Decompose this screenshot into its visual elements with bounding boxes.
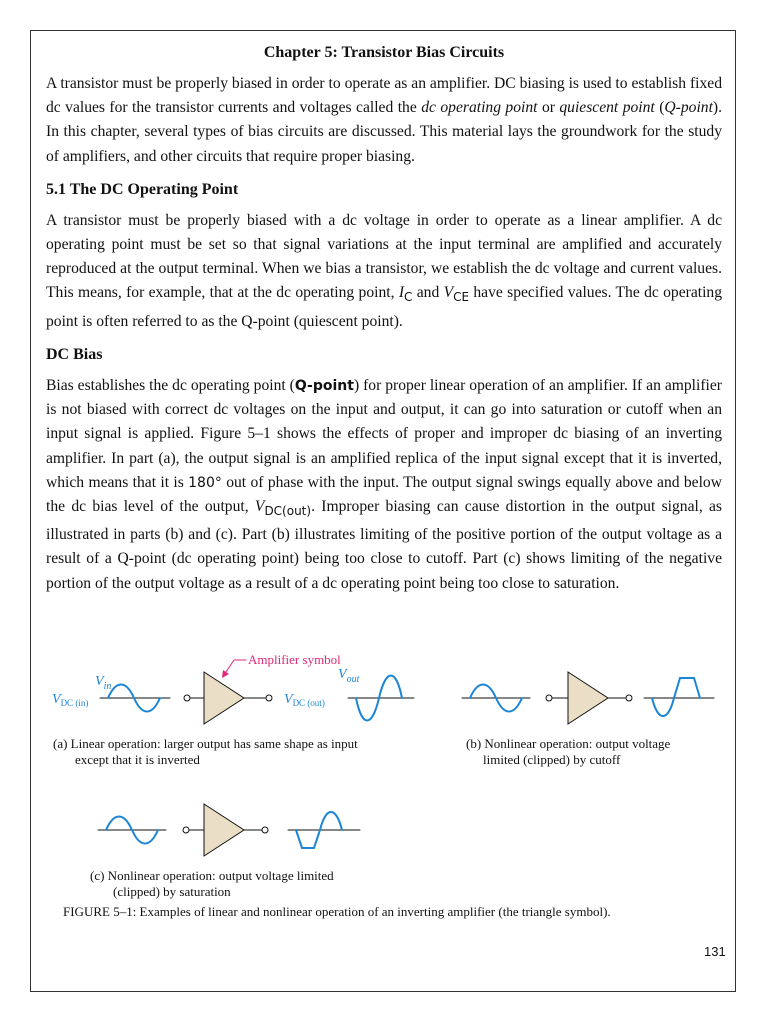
term-quiescent-point: quiescent point <box>559 99 655 117</box>
chapter-title: Chapter 5: Transistor Bias Circuits <box>263 44 505 61</box>
amp-output-terminal-b <box>626 695 632 701</box>
intro-text-4: ). In this chapter, several types of bias circuits are discussed. This material lays the groundwork for the study of amplifiers, and other circuits that require proper biasing. <box>46 99 723 165</box>
caption-c-line-2: (clipped) by saturation <box>113 884 231 899</box>
section-heading-5-1: 5.1 The DC Operating Point <box>46 180 239 198</box>
part-c-diagram <box>98 804 360 856</box>
term-dc-operating-point: dc operating point <box>421 99 538 117</box>
term-q-point: Q-point <box>664 99 713 117</box>
symbol-ic-sub: C <box>404 290 413 305</box>
symbol-ic <box>398 284 413 305</box>
intro-text-2: or <box>537 99 560 117</box>
amplifier-symbol-arrow <box>226 660 246 672</box>
arrowhead <box>222 670 229 678</box>
caption-b-line-1: (b) Nonlinear operation: output voltage <box>466 736 671 751</box>
amp-input-terminal-b <box>546 695 552 701</box>
symbol-vce <box>443 284 470 305</box>
amp-input-terminal-c <box>183 827 189 833</box>
symbol-ic-main: I <box>398 284 405 302</box>
figure-caption: FIGURE 5–1: Examples of linear and nonlinear operation of an inverting amplifier (the triangle symbol). <box>63 904 611 919</box>
dc-bias-paragraph <box>46 374 722 596</box>
amp-input-terminal <box>184 695 190 701</box>
caption-c-line-1: (c) Nonlinear operation: output voltage limited <box>90 868 334 883</box>
vin-label: $V_{in}$ <box>95 674 112 692</box>
amplifier-symbol-label: Amplifier symbol <box>248 652 341 667</box>
amplifier-triangle <box>204 672 244 724</box>
symbol-vdc-out-main: V <box>254 497 265 515</box>
symbol-vce-main: V <box>443 284 454 302</box>
page-content <box>46 44 722 596</box>
dcb-text-1: Bias establishes the dc operating point ( <box>46 376 295 394</box>
page-number: 131 <box>704 944 726 959</box>
vdc-in-label: $V_{DC (in)}$ <box>52 692 89 708</box>
dcb-text-2: ) for proper linear operation of an amplifier. If an amplifier is not biased with correct dc voltages on the input and output, it can go into saturation or cutoff when an input signal is applied. Figure 5–1 shows the effects of proper and improper dc biasing of an inverting amplifier. In part (a), the output signal is an amplified replica of the input signal except that it is inverted, which means that it is <box>46 376 722 491</box>
part-b-diagram <box>462 672 714 724</box>
section-heading-dc-bias: DC Bias <box>46 345 103 363</box>
amplifier-triangle-c <box>204 804 244 856</box>
symbol-vdc-out <box>254 497 312 519</box>
intro-paragraph <box>46 72 722 169</box>
figure-5-1 <box>30 648 736 938</box>
intro-text-3: ( <box>654 99 665 117</box>
part-a-diagram <box>52 652 414 724</box>
term-q-point-bold: Q-point <box>294 377 354 394</box>
value-180-degrees: 180° <box>188 474 222 491</box>
vdc-out-label: $V_{DC (out)}$ <box>284 692 325 708</box>
amp-output-terminal-c <box>262 827 268 833</box>
section-5-1-paragraph <box>46 209 722 334</box>
s51-and: and <box>412 284 444 302</box>
output-waveform-clipped-cutoff <box>652 678 700 716</box>
symbol-vdc-out-sub: DC(out) <box>264 504 312 519</box>
s51-text-2: have specified values. The dc operating point is often referred to as the Q-point (quiescent point). <box>46 284 723 330</box>
caption-a-line-1: (a) Linear operation: larger output has same shape as input <box>53 736 358 751</box>
amp-output-terminal <box>266 695 272 701</box>
caption-a-line-2: except that it is inverted <box>75 752 200 767</box>
vout-label: $V_{out}$ <box>338 667 360 685</box>
dcb-text-4: . Improper biasing can cause distortion in the output signal, as illustrated in parts (b) and (c). Part (b) illustrates limiting of the positive portion of the output voltage as a result of a Q-point (dc operating point) being too close to cutoff. Part (c) shows limiting of the negative portion of the output voltage as a result of a dc operating point being too close to saturation. <box>46 497 722 592</box>
symbol-vce-sub: CE <box>453 290 470 305</box>
intro-text-1: A transistor must be properly biased in order to operate as an amplifier. DC biasing is used to establish fixed dc values for the transistor currents and voltages called the <box>46 75 722 117</box>
caption-b-line-2: limited (clipped) by cutoff <box>483 752 621 767</box>
dcb-text-3: out of phase with the input. The output signal swings equally above and below the dc bias level of the output, <box>46 473 722 515</box>
s51-text-1: A transistor must be properly biased with a dc voltage in order to operate as a linear amplifier. A dc operating point must be set so that signal variations at the input terminal are amplified and accurately reproduced at the output terminal. When we bias a transistor, we establish the dc voltage and current values. This means, for example, that at the dc operating point, <box>46 211 722 302</box>
amplifier-triangle-b <box>568 672 608 724</box>
